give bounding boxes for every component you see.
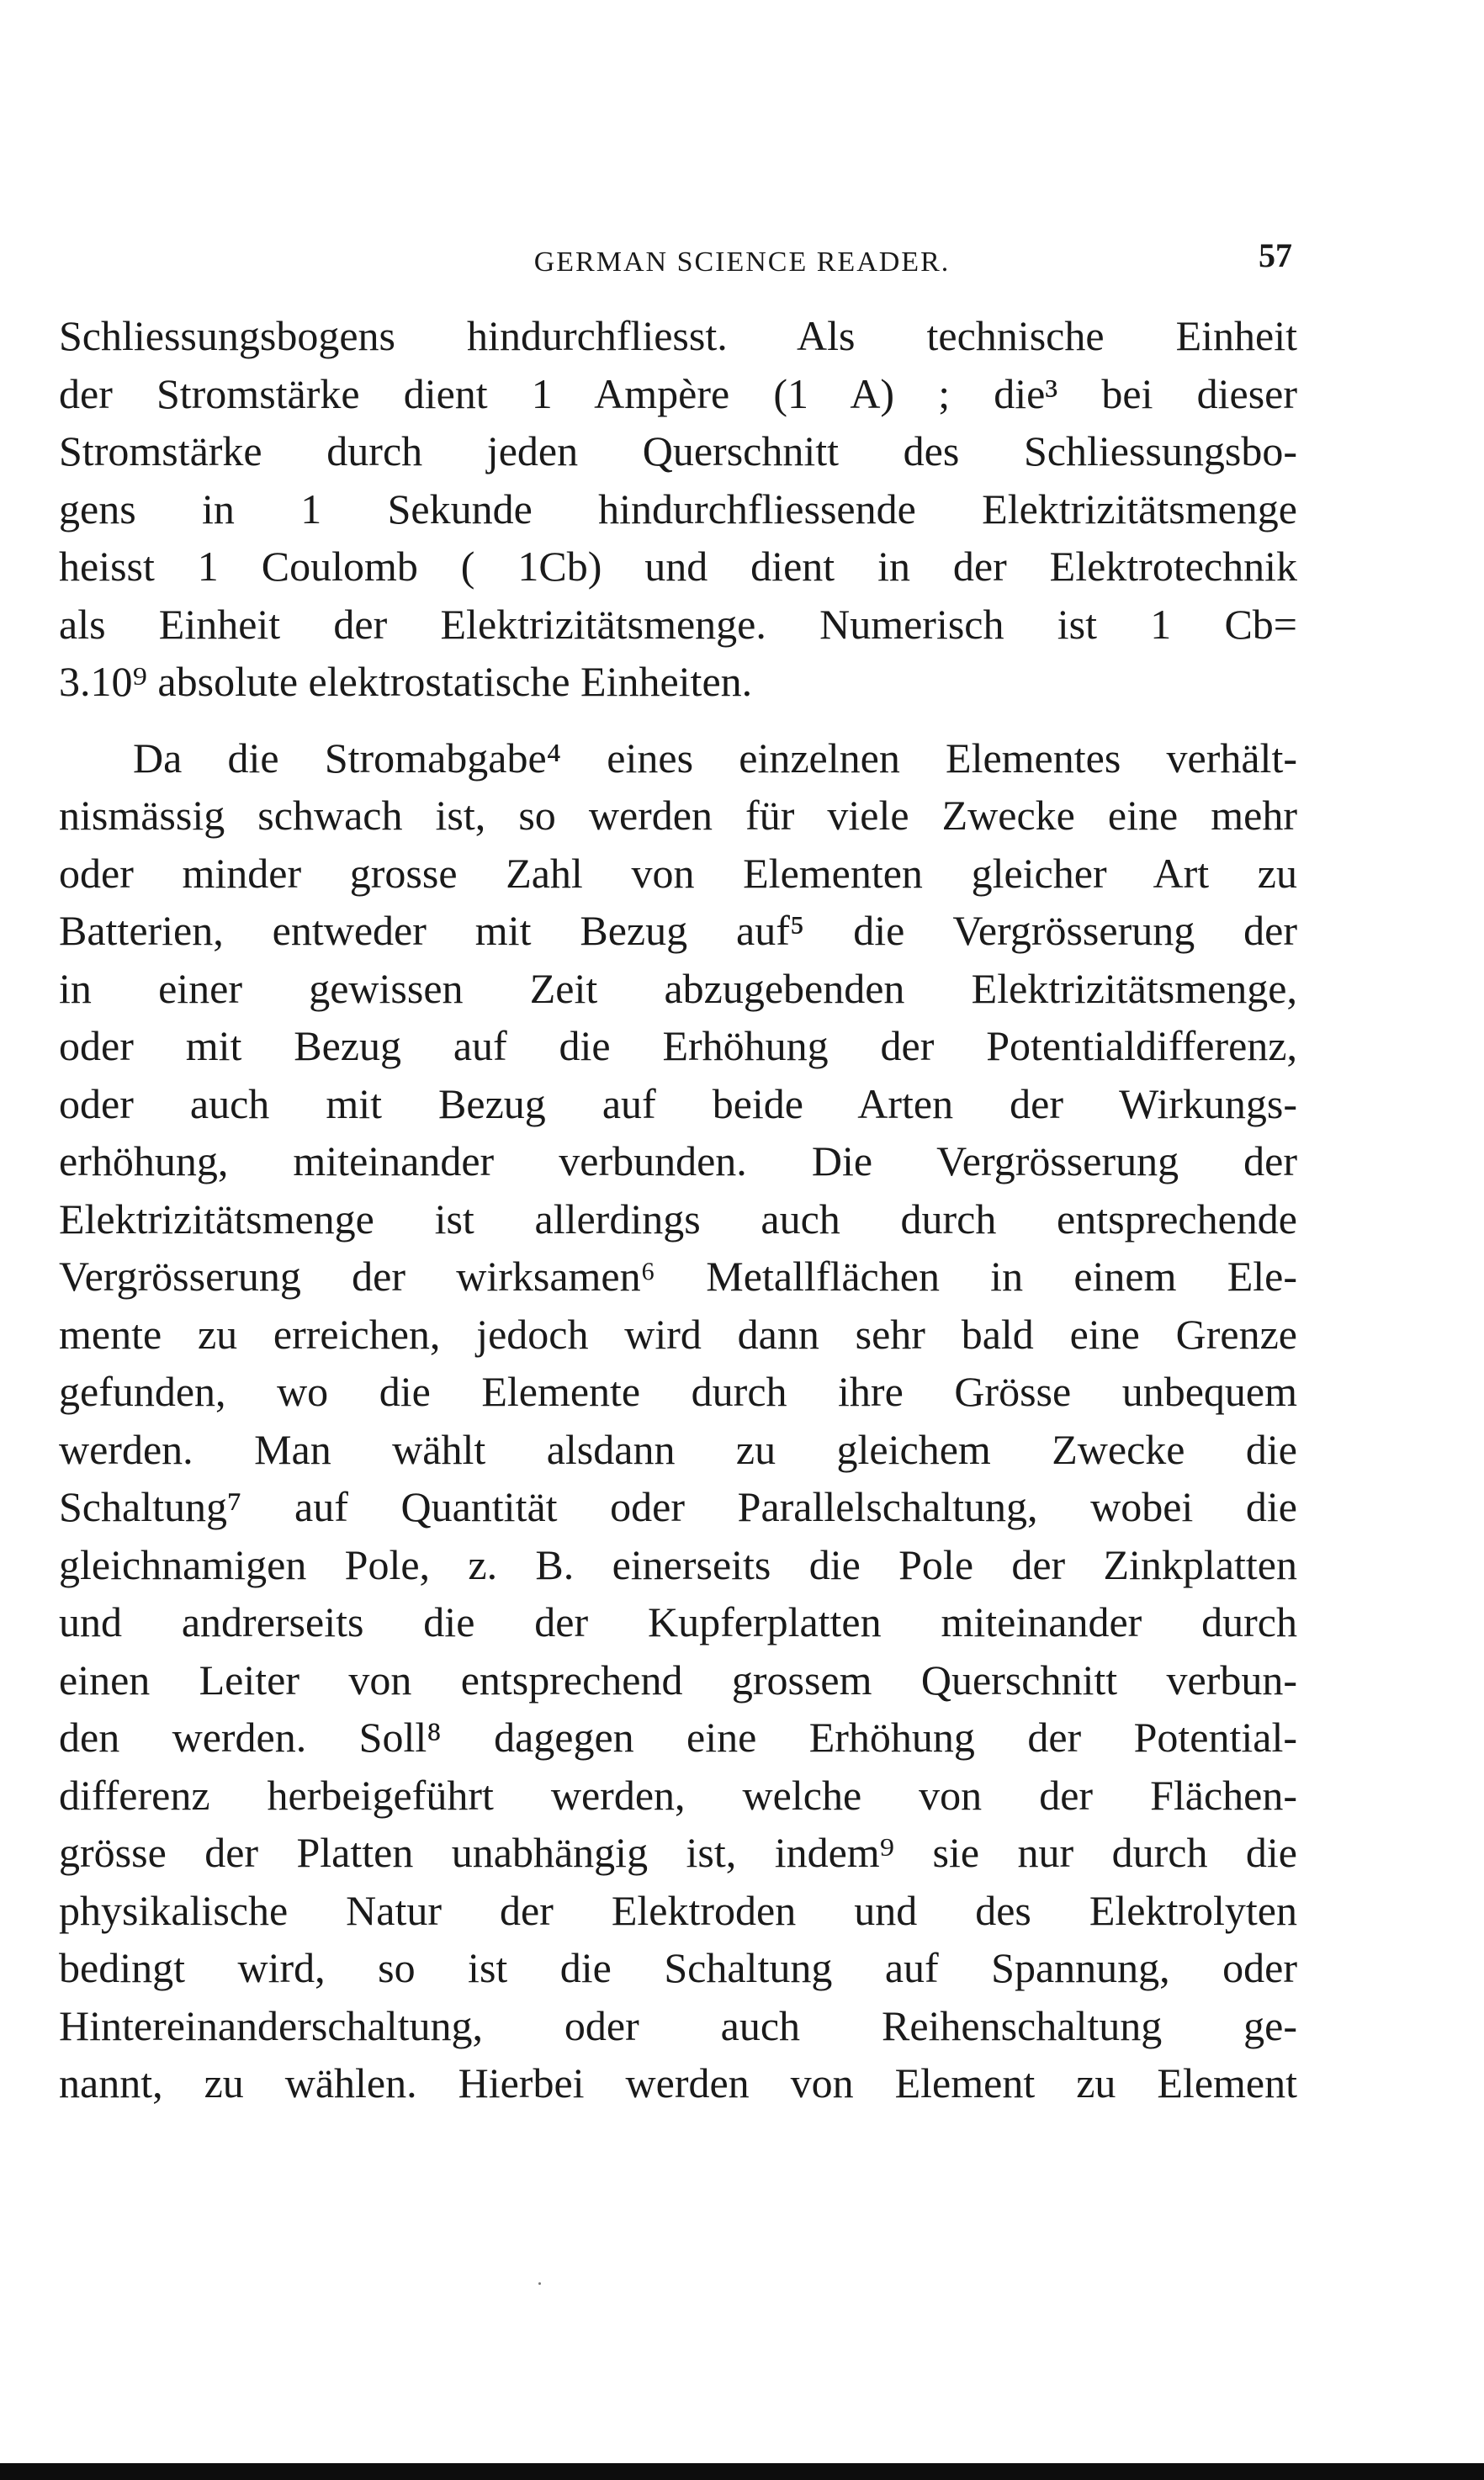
text-line: Batterien, entweder mit Bezug auf⁵ die Vergrösserung der: [59, 907, 1297, 954]
text-line: Elektrizitätsmenge ist allerdings auch durch entsprechende: [59, 1195, 1297, 1243]
text-line: als Einheit der Elektrizitätsmenge. Numerisch ist 1 Cb=: [59, 600, 1297, 648]
text-line: bedingt wird, so ist die Schaltung auf Spannung, oder: [59, 1944, 1297, 1991]
text-line: Stromstärke durch jeden Querschnitt des Schliessungsbo-: [59, 427, 1297, 474]
text-line: mente zu erreichen, jedoch wird dann sehr bald eine Grenze: [59, 1310, 1297, 1358]
page-number: 57: [1259, 236, 1292, 274]
text-line: heisst 1 Coulomb ( 1Cb) und dient in der Elektrotechnik: [59, 543, 1297, 590]
text-line: den werden. Soll⁸ dagegen eine Erhöhung der Potential-: [59, 1714, 1297, 1761]
text-line: werden. Man wählt alsdann zu gleichem Zwecke die: [59, 1425, 1297, 1473]
running-head: [0, 237, 1484, 288]
text-line: gleichnamigen Pole, z. B. einerseits die Pole der Zinkplatten: [59, 1540, 1297, 1588]
text-line: und andrerseits die der Kupferplatten miteinander durch: [59, 1598, 1297, 1645]
body-text: [59, 307, 1297, 2112]
running-title: GERMAN SCIENCE READER.: [533, 246, 951, 278]
text-line: 3.10⁹ absolute elektrostatische Einheiten.: [59, 658, 753, 705]
text-line: differenz herbeigeführt werden, welche von der Flächen-: [59, 1771, 1297, 1819]
text-line: nismässig schwach ist, so werden für viele Zwecke eine mehr: [59, 792, 1297, 839]
text-line: der Stromstärke dient 1 Ampère (1 A) ; die³ bei dieser: [59, 369, 1297, 417]
paragraph-2: [59, 729, 1297, 2112]
text-line: Vergrösserung der wirksamen⁶ Metallflächen in einem Ele-: [59, 1253, 1297, 1300]
text-line: oder auch mit Bezug auf beide Arten der Wirkungs-: [59, 1079, 1297, 1127]
text-line: erhöhung, miteinander verbunden. Die Vergrösserung der: [59, 1137, 1297, 1184]
text-line: Hintereinanderschaltung, oder auch Reihenschaltung ge-: [59, 2001, 1297, 2049]
text-line: nannt, zu wählen. Hierbei werden von Element zu Element: [59, 2059, 1297, 2106]
text-line: oder minder grosse Zahl von Elementen gleicher Art zu: [59, 849, 1297, 897]
text-line: einen Leiter von entsprechend grossem Querschnitt verbun-: [59, 1656, 1297, 1704]
text-line: Da die Stromabgabe⁴ eines einzelnen Elementes verhält-: [133, 734, 1297, 782]
paragraph-1: [59, 307, 1297, 711]
text-line: oder mit Bezug auf die Erhöhung der Potentialdifferenz,: [59, 1022, 1297, 1069]
scan-speck: [538, 2282, 541, 2285]
text-line: in einer gewissen Zeit abzugebenden Elektrizitätsmenge,: [59, 964, 1297, 1012]
text-line: gens in 1 Sekunde hindurchfliessende Elektrizitätsmenge: [59, 485, 1297, 533]
text-line: physikalische Natur der Elektroden und des Elektrolyten: [59, 1886, 1297, 1934]
text-line: grösse der Platten unabhängig ist, indem⁹ sie nur durch die: [59, 1829, 1297, 1876]
text-line: Schliessungsbogens hindurchfliesst. Als technische Einheit: [59, 312, 1297, 359]
paragraph-spacer: [59, 711, 1297, 729]
text-line: Schaltung⁷ auf Quantität oder Parallelschaltung, wobei die: [59, 1483, 1297, 1530]
text-line: gefunden, wo die Elemente durch ihre Grösse unbequem: [59, 1368, 1297, 1415]
scan-edge-bar: [0, 2463, 1484, 2480]
